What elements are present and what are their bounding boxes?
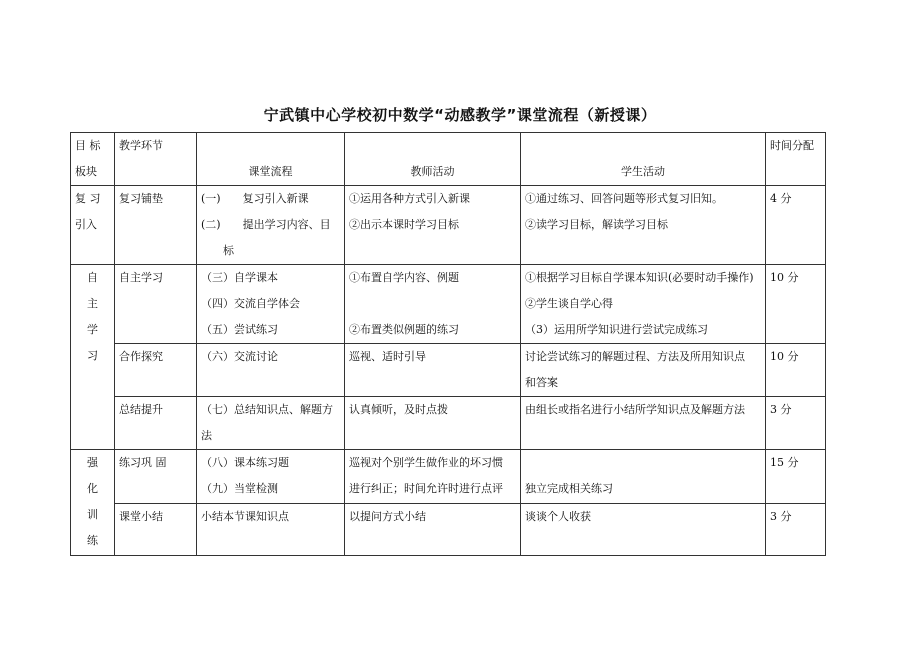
flow-practice bbox=[197, 450, 345, 504]
block-char: 学 bbox=[87, 323, 98, 336]
flow-class-summary bbox=[197, 504, 345, 556]
header-teacher: 教师活动 bbox=[345, 133, 521, 186]
step-cooperate: 合作探究 bbox=[115, 344, 197, 397]
table-row bbox=[71, 504, 826, 556]
table-row bbox=[71, 397, 826, 450]
student-line: （3）运用所学知识进行尝试完成练习 bbox=[525, 323, 708, 336]
block-self-study bbox=[71, 265, 115, 450]
table-row bbox=[71, 186, 826, 265]
flow-line: （七）总结知识点、解题方 bbox=[201, 403, 333, 416]
block-char: 强 bbox=[87, 456, 98, 469]
table-row bbox=[71, 265, 826, 344]
student-line: ②学生谈自学心得 bbox=[525, 297, 613, 310]
flow-line bbox=[201, 212, 340, 238]
teacher-practice bbox=[345, 450, 521, 504]
flow-review bbox=[197, 186, 345, 265]
flow-text: 提出学习内容、目 bbox=[242, 218, 331, 231]
table-row bbox=[71, 450, 826, 504]
student-cooperate bbox=[521, 344, 766, 397]
teacher-line: 进行纠正；时间允许时进行点评 bbox=[349, 482, 503, 495]
header-step: 教学环节 bbox=[115, 133, 197, 186]
block-char: 习 bbox=[87, 349, 98, 362]
student-line: ①通过练习、回答问题等形式复习旧知。 bbox=[525, 192, 723, 205]
teacher-line: ②出示本课时学习目标 bbox=[349, 218, 459, 231]
teacher-line: ①布置自学内容、例题 bbox=[349, 271, 459, 284]
table-row bbox=[71, 344, 826, 397]
flow-line bbox=[201, 238, 340, 264]
flow-summary bbox=[197, 397, 345, 450]
teacher-line: 巡视对个别学生做作业的坏习惯 bbox=[349, 456, 503, 469]
teacher-cooperate bbox=[345, 344, 521, 397]
teacher-line: ①运用各种方式引入新课 bbox=[349, 192, 470, 205]
time-practice: 15 分 bbox=[766, 450, 826, 504]
time-review: 4 分 bbox=[766, 186, 826, 265]
header-block-cell bbox=[71, 133, 115, 186]
flow-line: （四）交流自学体会 bbox=[201, 297, 300, 310]
teacher-line bbox=[349, 291, 516, 317]
student-line: ②读学习目标，解读学习目标 bbox=[525, 218, 668, 231]
flow-line: （八）课本练习题 bbox=[201, 456, 289, 469]
student-line: 独立完成相关练习 bbox=[525, 482, 613, 495]
teacher-class-summary bbox=[345, 504, 521, 556]
student-line: 讨论尝试练习的解题过程、方法及所用知识点 bbox=[525, 350, 745, 363]
time-class-summary: 3 分 bbox=[766, 504, 826, 556]
time-summary: 3 分 bbox=[766, 397, 826, 450]
block-char: 自 bbox=[87, 271, 98, 284]
flow-line: （九）当堂检测 bbox=[201, 482, 278, 495]
step-review: 复习铺垫 bbox=[115, 186, 197, 265]
lesson-flow-table bbox=[70, 132, 826, 556]
student-line: 谈谈个人收获 bbox=[525, 510, 591, 523]
flow-num: (一) bbox=[201, 192, 221, 205]
student-summary bbox=[521, 397, 766, 450]
student-line: ①根据学习目标自学课本知识(必要时动手操作) bbox=[525, 271, 754, 284]
flow-line: （六）交流讨论 bbox=[201, 350, 278, 363]
block-char: 练 bbox=[87, 534, 98, 547]
step-summary: 总结提升 bbox=[115, 397, 197, 450]
teacher-summary bbox=[345, 397, 521, 450]
flow-line: （三）自学课本 bbox=[201, 271, 278, 284]
block-training bbox=[71, 450, 115, 556]
flow-line: （五）尝试练习 bbox=[201, 323, 278, 336]
teacher-line: 认真倾听，及时点拨 bbox=[349, 403, 448, 416]
flow-text: 复习引入新课 bbox=[242, 192, 309, 205]
flow-line bbox=[201, 186, 340, 212]
teacher-self-study bbox=[345, 265, 521, 344]
flow-line: 小结本节课知识点 bbox=[201, 510, 289, 523]
flow-text: 标 bbox=[223, 244, 234, 257]
block-char: 化 bbox=[87, 482, 98, 495]
teacher-line: 巡视、适时引导 bbox=[349, 350, 426, 363]
flow-self-study bbox=[197, 265, 345, 344]
student-review bbox=[521, 186, 766, 265]
student-class-summary bbox=[521, 504, 766, 556]
time-self-study: 10 分 bbox=[766, 265, 826, 344]
step-self-study: 自主学习 bbox=[115, 265, 197, 344]
student-self-study bbox=[521, 265, 766, 344]
block-review bbox=[71, 186, 115, 265]
block-label-line: 复 习 bbox=[75, 192, 101, 205]
step-class-summary: 课堂小结 bbox=[115, 504, 197, 556]
header-block-line: 目 标 bbox=[75, 139, 101, 152]
block-char: 训 bbox=[87, 508, 98, 521]
student-line: 由组长或指名进行小结所学知识点及解题方法 bbox=[525, 403, 745, 416]
flow-cooperate bbox=[197, 344, 345, 397]
header-block-line: 板块 bbox=[75, 165, 97, 178]
teacher-line: 以提问方式小结 bbox=[349, 510, 426, 523]
step-practice: 练习巩 固 bbox=[115, 450, 197, 504]
teacher-line: ②布置类似例题的练习 bbox=[349, 323, 459, 336]
flow-num: (二) bbox=[201, 218, 221, 231]
block-char: 主 bbox=[87, 297, 98, 310]
teacher-review bbox=[345, 186, 521, 265]
time-cooperate: 10 分 bbox=[766, 344, 826, 397]
student-line bbox=[525, 450, 761, 476]
header-row bbox=[71, 133, 826, 186]
header-time: 时间分配 bbox=[766, 133, 826, 186]
header-student: 学生活动 bbox=[521, 133, 766, 186]
student-practice bbox=[521, 450, 766, 504]
student-line: 和答案 bbox=[525, 376, 558, 389]
document-title: 宁武镇中心学校初中数学“动感教学”课堂流程（新授课） bbox=[263, 106, 657, 124]
header-flow: 课堂流程 bbox=[197, 133, 345, 186]
block-label-line: 引入 bbox=[75, 218, 97, 231]
flow-line: 法 bbox=[201, 429, 212, 442]
